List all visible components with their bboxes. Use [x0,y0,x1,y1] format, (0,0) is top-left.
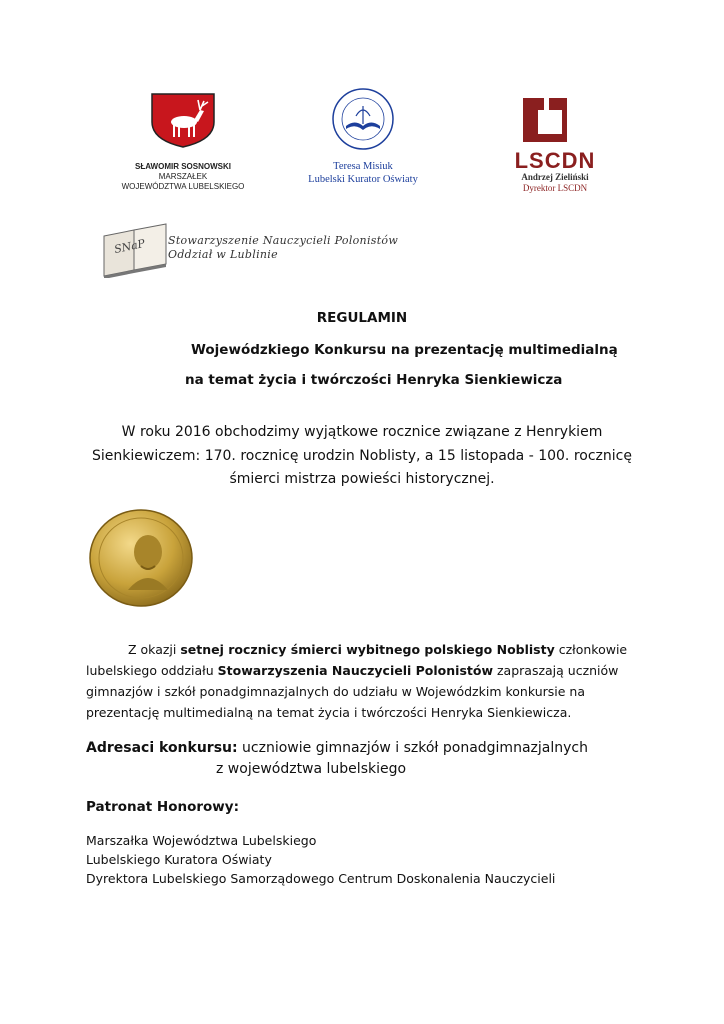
paragraph-text: członkowie [554,642,628,657]
patronage-item: Dyrektora Lubelskiego Samorządowego Centrum Doskonalenia Nauczycieli [86,871,556,886]
invitation-paragraph [86,639,646,723]
lscdn-director-title: Dyrektor LSCDN [522,183,588,193]
patronage-item: Lubelskiego Kuratora Oświaty [86,852,272,867]
document-subtitle-1: Wojewódzkiego Konkursu na prezentację multimedialną [191,342,618,358]
marshal-office: WOJEWÓDZTWA LUBELSKIEGO [121,182,245,191]
paragraph-line-3: gimnazjów i szkół ponadgimnazjalnych do udziału w Wojewódzkim konkursie na [86,684,585,699]
marshal-name: SŁAWOMIR SOSNOWSKI [135,162,231,171]
lscdn-mark-icon [500,96,610,146]
snap-abbr: SNaP [112,236,147,257]
paragraph-line-1 [86,639,646,660]
intro-text [70,421,654,492]
patronage-item: Marszałka Województwa Lubelskiego [86,833,317,848]
addressees-section [86,738,588,780]
marshal-logo [118,92,248,191]
marshal-title: MARSZAŁEK [158,172,208,181]
lscdn-logo [500,96,610,192]
paragraph-line-2 [86,660,646,681]
paragraph-bold: Stowarzyszenia Nauczycieli Polonistów [217,663,494,678]
document-subtitle-2: na temat życia i twórczości Henryka Sienkiewicza [185,372,563,388]
kuratorium-title: Lubelski Kurator Oświaty [308,174,418,185]
addressees-text-2: z województwa lubelskiego [216,761,407,777]
kuratorium-logo [298,86,428,186]
shield-deer-icon [118,92,248,148]
paragraph-text: lubelskiego oddziału [86,663,218,678]
addressees-line-1 [86,738,588,759]
intro-line-3: śmierci mistrza powieści historycznej. [229,471,495,487]
intro-line-2: Sienkiewiczem: 170. rocznicę urodzin Noblisty, a 15 listopada - 100. rocznicę [92,447,632,464]
sienkiewicz-coin [88,508,194,608]
paragraph-text: Z okazji [128,642,181,657]
patronage-list [86,831,555,888]
addressees-label: Adresaci konkursu: [86,740,238,756]
snap-line1: Stowarzyszenie Nauczycieli Polonistów [168,234,399,247]
paragraph-bold: setnej rocznicy śmierci wybitnego polskiego Noblisty [180,642,555,657]
lscdn-director-name: Andrzej Zieliński [521,172,589,182]
lscdn-brand: LSCDN [514,148,596,173]
kuratorium-emblem-icon [298,86,428,152]
paragraph-text: zapraszają uczniów [493,663,619,678]
document-title: REGULAMIN [316,310,408,326]
kuratorium-name: Teresa Misiuk [333,161,393,172]
intro-line-1: W roku 2016 obchodzimy wyjątkowe rocznice związane z Henrykiem [121,424,603,440]
patronage-label: Patronat Honorowy: [86,799,239,815]
paragraph-line-4: prezentację multimedialną na temat życia i twórczości Henryka Sienkiewicza. [86,705,572,720]
snap-logo [98,222,418,278]
snap-line2: Oddział w Lublinie [168,248,278,261]
coin-portrait-icon [88,508,194,608]
addressees-text-1: uczniowie gimnazjów i szkół ponadgimnazjalnych [237,740,588,756]
